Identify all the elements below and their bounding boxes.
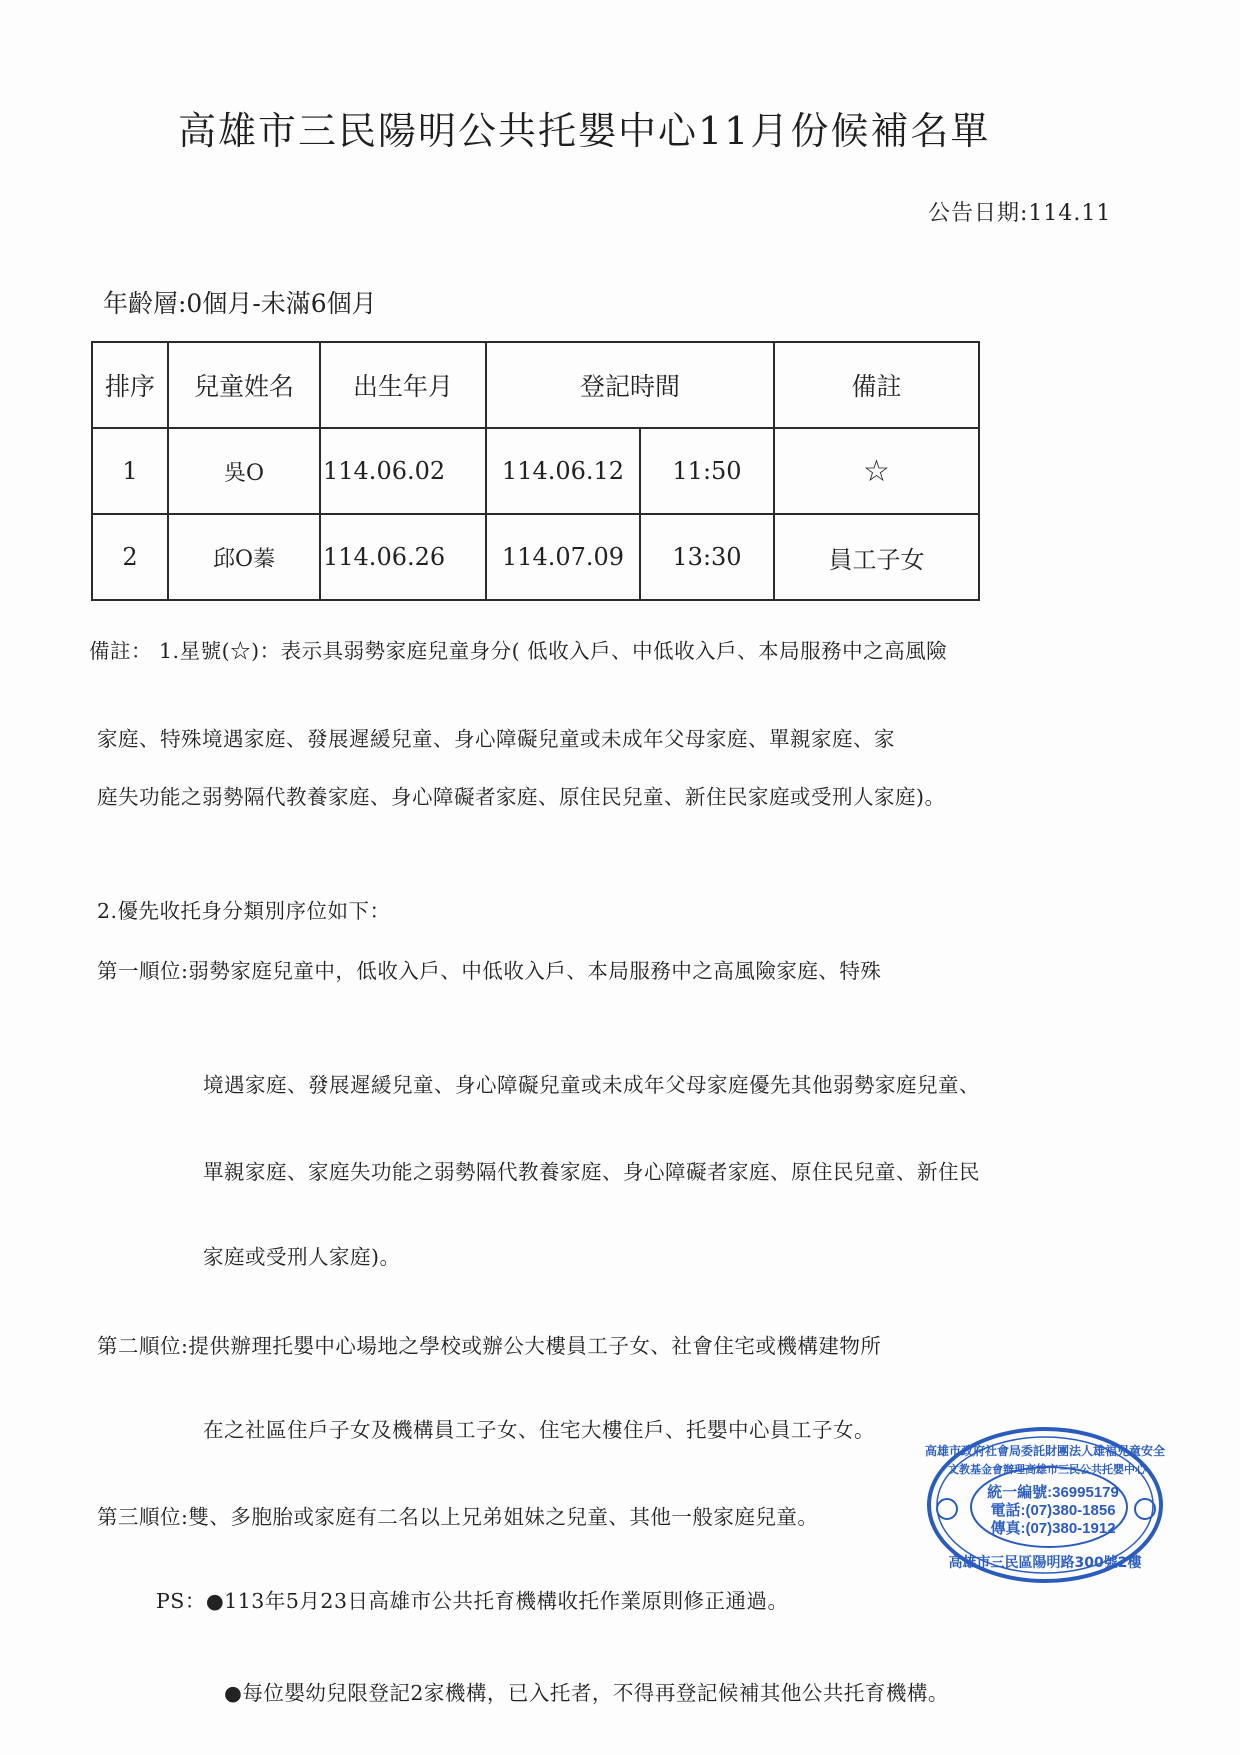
- note1-line3: 庭失功能之弱勢隔代教養家庭、身心障礙者家庭、原住民兒童、新住民家庭或受刑人家庭)。: [97, 785, 946, 809]
- header-note: 備註: [774, 342, 979, 428]
- seal-icon: [925, 1425, 1165, 1585]
- svg-text:傳真:(07)380-1912: 傳真:(07)380-1912: [990, 1520, 1116, 1537]
- ps-line2: ●每位嬰幼兒限登記2家機構，已入托者，不得再登記候補其他公共托育機構。: [224, 1681, 949, 1705]
- note1-line1: 備註： 1.星號(☆)：表示具弱勢家庭兒童身分( 低收入戶、中低收入戶、本局服務中之高風險: [89, 639, 948, 663]
- header-name: 兒童姓名: [168, 342, 320, 428]
- cell-birth: 114.06.26: [320, 514, 486, 600]
- cell-note: 員工子女: [774, 514, 979, 600]
- svg-text:統一編號:36995179: 統一編號:36995179: [987, 1484, 1119, 1501]
- priority1-line1: 第一順位:弱勢家庭兒童中，低收入戶、中低收入戶、本局服務中之高風險家庭、特殊: [97, 959, 882, 983]
- priority2-line1: 第二順位:提供辦理托嬰中心場地之學校或辦公大樓員工子女、社會住宅或機構建物所: [97, 1334, 882, 1358]
- cell-name: 邱O蓁: [168, 514, 320, 600]
- priority2-line2: 在之社區住戶子女及機構員工子女、住宅大樓住戶、托嬰中心員工子女。: [203, 1418, 875, 1442]
- priority3-line1: 第三順位:雙、多胞胎或家庭有二名以上兄弟姐妹之兒童、其他一般家庭兒童。: [97, 1505, 819, 1529]
- svg-text:電話:(07)380-1856: 電話:(07)380-1856: [990, 1502, 1116, 1519]
- note2-heading: 2.優先收托身分類別序位如下：: [97, 899, 391, 923]
- note1-line2: 家庭、特殊境遇家庭、發展遲緩兒童、身心障礙兒童或未成年父母家庭、單親家庭、家: [97, 727, 895, 751]
- ps-line1: PS：●113年5月23日高雄市公共托育機構收托作業原則修正通過。: [156, 1589, 789, 1613]
- svg-text:高雄市三民區陽明路300號2樓: 高雄市三民區陽明路300號2樓: [948, 1555, 1142, 1571]
- age-group-label: 年齡層:0個月-未滿6個月: [103, 289, 377, 318]
- cell-birth: 114.06.02: [320, 428, 486, 514]
- cell-rank: 1: [92, 428, 168, 514]
- official-seal-stamp: [925, 1425, 1165, 1585]
- waitlist-table: [91, 341, 980, 601]
- priority1-line4: 家庭或受刑人家庭)。: [203, 1245, 401, 1269]
- cell-reg-date: 114.07.09: [486, 514, 640, 600]
- table-header-row: [92, 342, 979, 428]
- cell-name: 吳O: [168, 428, 320, 514]
- cell-reg-date: 114.06.12: [486, 428, 640, 514]
- svg-text:文教基金會辦理高雄市三民公共托嬰中心: 文教基金會辦理高雄市三民公共托嬰中心: [948, 1463, 1146, 1476]
- priority1-line2: 境遇家庭、發展遲緩兒童、身心障礙兒童或未成年父母家庭優先其他弱勢家庭兒童、: [203, 1073, 980, 1097]
- svg-text:高雄市政府社會局委託財團法人雄福兒童安全: 高雄市政府社會局委託財團法人雄福兒童安全: [925, 1444, 1165, 1458]
- priority1-line3: 單親家庭、家庭失功能之弱勢隔代教養家庭、身心障礙者家庭、原住民兒童、新住民: [203, 1160, 980, 1184]
- header-rank: 排序: [92, 342, 168, 428]
- cell-reg-time: 11:50: [640, 428, 774, 514]
- table-row: [92, 428, 979, 514]
- announce-date: 公告日期:114.11: [928, 201, 1112, 226]
- cell-reg-time: 13:30: [640, 514, 774, 600]
- header-birth: 出生年月: [320, 342, 486, 428]
- star-icon: ☆: [774, 428, 979, 514]
- header-registration: 登記時間: [486, 342, 774, 428]
- page-title: 高雄市三民陽明公共托嬰中心11月份候補名單: [178, 109, 991, 153]
- table-row: [92, 514, 979, 600]
- cell-rank: 2: [92, 514, 168, 600]
